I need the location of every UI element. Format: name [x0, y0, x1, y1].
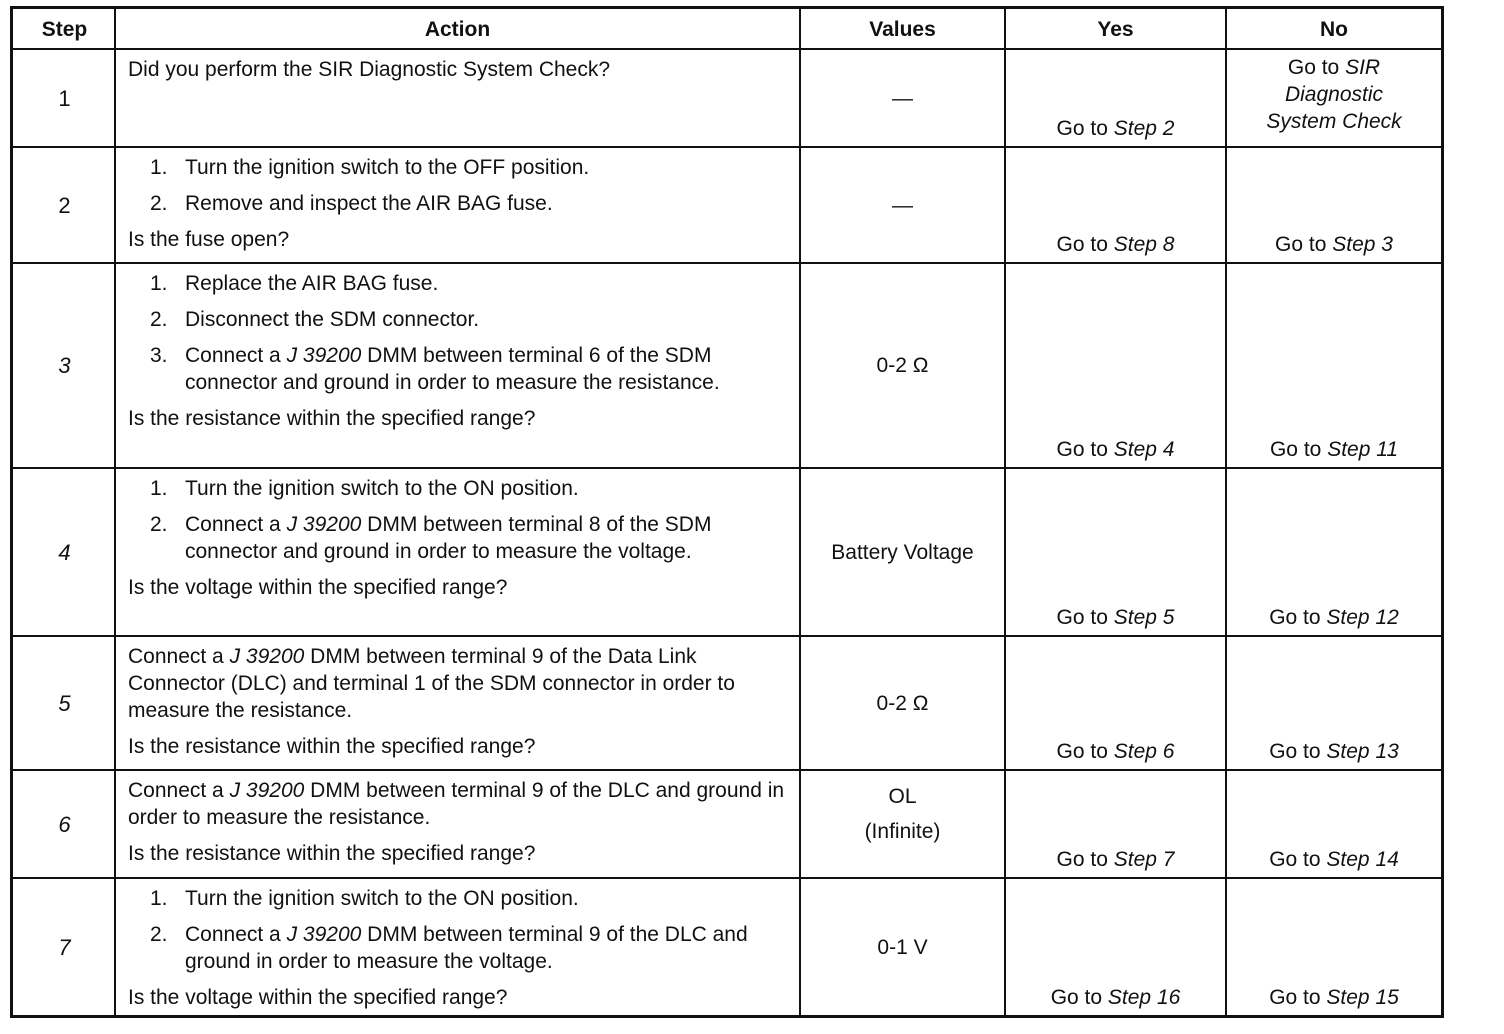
no-cell	[1227, 879, 1441, 1015]
action-steps-list	[128, 475, 789, 565]
no-cell	[1227, 771, 1441, 877]
step-number-cell	[15, 879, 114, 1015]
go-to-target: System Check	[1266, 110, 1402, 133]
step-number: 1	[58, 85, 71, 111]
step-number: 4	[58, 539, 71, 565]
action-cell	[116, 771, 799, 877]
go-to-no-link[interactable]	[1269, 738, 1399, 765]
no-cell	[1227, 637, 1441, 769]
action-question: Is the resistance within the specified range?	[128, 842, 536, 865]
step-number: 6	[58, 811, 71, 837]
action-question: Did you perform the SIR Diagnostic System Check?	[128, 58, 611, 81]
go-to-target: Step 7	[1113, 848, 1175, 871]
go-to-target: Step 15	[1326, 986, 1399, 1009]
step-number-cell	[15, 637, 114, 769]
values-cell	[801, 148, 1004, 262]
action-step-number: 2.	[150, 513, 168, 536]
go-to-target: Step 2	[1113, 117, 1175, 140]
action-step-number: 2.	[150, 192, 168, 215]
go-to-yes-link[interactable]	[1057, 846, 1175, 873]
action-question: Is the voltage within the specified range?	[128, 986, 508, 1009]
go-to-target: Step 16	[1107, 986, 1181, 1009]
header-values	[801, 11, 1004, 48]
action-step	[128, 475, 789, 502]
action-instruction	[128, 777, 789, 831]
yes-cell	[1006, 879, 1225, 1015]
text: DMM between terminal 8 of the SDM connector and ground in order to measure the voltage.	[185, 513, 712, 563]
go-to-target: Step 12	[1326, 606, 1399, 629]
yes-cell	[1006, 469, 1225, 635]
action-steps-list	[128, 154, 789, 217]
values-cell	[801, 771, 1004, 877]
go-to-yes-link[interactable]	[1051, 984, 1181, 1011]
go-to-yes-link[interactable]	[1057, 436, 1175, 463]
go-to-target: Step 5	[1113, 606, 1175, 629]
action-step-text: Remove and inspect the AIR BAG fuse.	[185, 192, 553, 215]
yes-cell	[1006, 771, 1225, 877]
action-step-text: Disconnect the SDM connector.	[185, 308, 480, 331]
step-number: 2	[58, 192, 71, 218]
header-step-label: Step	[41, 18, 88, 41]
no-cell	[1227, 264, 1441, 467]
go-to-target: Step 13	[1326, 740, 1399, 763]
action-step-number: 3.	[150, 344, 168, 367]
go-to-prefix: Go to	[1269, 986, 1321, 1009]
go-to-prefix: Go to	[1269, 438, 1322, 461]
action-step-text: Replace the AIR BAG fuse.	[185, 272, 439, 295]
go-to-no-link[interactable]	[1269, 604, 1399, 631]
step-number-cell	[15, 148, 114, 262]
text: DMM between terminal 9 of the DLC and ground in order to measure the resistance.	[128, 779, 785, 829]
go-to-no-link[interactable]	[1269, 984, 1399, 1011]
action-cell	[116, 264, 799, 467]
action-step-number: 1.	[150, 477, 168, 500]
values-cell	[801, 637, 1004, 769]
action-step	[128, 154, 789, 181]
text: Connect a	[185, 923, 281, 946]
action-question: Is the voltage within the specified range?	[128, 576, 508, 599]
header-action-label: Action	[424, 18, 491, 41]
header-values-label: Values	[869, 18, 936, 41]
action-cell	[116, 879, 799, 1015]
value: —	[892, 193, 913, 217]
no-cell	[1227, 469, 1441, 635]
go-to-no-link[interactable]	[1270, 436, 1398, 463]
value-line: (Infinite)	[864, 820, 941, 843]
value: 0-2 Ω	[876, 691, 929, 715]
diagnostic-table	[10, 6, 1444, 1018]
value: 0-2 Ω	[876, 354, 929, 377]
values-cell	[801, 264, 1004, 467]
header-no-label: No	[1320, 18, 1348, 41]
action-step	[128, 270, 789, 297]
go-to-no-link[interactable]	[1266, 54, 1401, 135]
action-steps-list	[128, 270, 789, 396]
step-number: 3	[58, 353, 71, 378]
action-step-text: Turn the ignition switch to the ON position.	[185, 887, 579, 910]
no-cell	[1227, 50, 1441, 146]
text: DMM between terminal 9 of the Data Link Connector (DLC) and terminal 1 of the SDM connector in order to measure the resistance.	[128, 645, 735, 722]
go-to-prefix: Go to	[1056, 438, 1108, 461]
text: Connect a	[185, 513, 281, 536]
value: 0-1 V	[877, 935, 928, 959]
step-number-cell	[15, 264, 114, 467]
go-to-target: Step 14	[1326, 848, 1399, 871]
go-to-prefix: Go to	[1287, 56, 1340, 79]
action-step-text: Turn the ignition switch to the OFF position.	[185, 156, 590, 179]
go-to-yes-link[interactable]	[1057, 231, 1175, 258]
header-step	[15, 11, 114, 48]
go-to-prefix: Go to	[1056, 606, 1108, 629]
yes-cell	[1006, 50, 1225, 146]
action-step	[128, 306, 789, 333]
go-to-yes-link[interactable]	[1057, 604, 1175, 631]
header-yes	[1006, 11, 1225, 48]
go-to-no-link[interactable]	[1269, 846, 1399, 873]
go-to-prefix: Go to	[1056, 117, 1108, 140]
action-cell	[116, 148, 799, 262]
value: Battery Voltage	[831, 540, 974, 564]
text: Connect a	[185, 344, 281, 367]
action-steps-list	[128, 885, 789, 975]
go-to-yes-link[interactable]	[1057, 115, 1175, 142]
go-to-target: Diagnostic	[1284, 83, 1384, 106]
action-step	[128, 342, 789, 396]
go-to-yes-link[interactable]	[1057, 738, 1175, 765]
tool-reference: J 39200	[229, 779, 305, 802]
action-instruction	[128, 643, 789, 724]
text: Connect a	[128, 779, 224, 802]
action-step-number: 1.	[150, 272, 168, 295]
text: DMM between terminal 9 of the DLC and ground in order to measure the voltage.	[185, 923, 748, 973]
value: —	[892, 86, 913, 110]
tool-reference: J 39200	[286, 513, 362, 536]
step-number: 7	[58, 934, 71, 960]
action-cell	[116, 637, 799, 769]
go-to-target: Step 8	[1113, 233, 1175, 256]
go-to-prefix: Go to	[1056, 848, 1108, 871]
go-to-prefix: Go to	[1050, 986, 1103, 1009]
no-cell	[1227, 148, 1441, 262]
header-yes-label: Yes	[1097, 18, 1134, 41]
step-number-cell	[15, 469, 114, 635]
yes-cell	[1006, 637, 1225, 769]
step-number: 5	[58, 690, 71, 716]
go-to-no-link[interactable]	[1275, 231, 1393, 258]
value-line: OL	[888, 785, 917, 808]
action-step-number: 1.	[150, 156, 168, 179]
header-no	[1227, 11, 1441, 48]
action-step	[128, 190, 789, 217]
action-step	[128, 921, 789, 975]
go-to-prefix: Go to	[1056, 233, 1108, 256]
go-to-prefix: Go to	[1056, 740, 1108, 763]
action-step	[128, 885, 789, 912]
step-number-cell	[15, 771, 114, 877]
action-question: Is the fuse open?	[128, 228, 290, 251]
go-to-target: Step 4	[1113, 438, 1175, 461]
tool-reference: J 39200	[229, 645, 305, 668]
go-to-prefix: Go to	[1275, 233, 1327, 256]
go-to-prefix: Go to	[1269, 606, 1321, 629]
action-step-number: 1.	[150, 887, 168, 910]
go-to-target: Step 6	[1113, 740, 1175, 763]
step-number-cell	[15, 50, 114, 146]
header-action	[116, 11, 799, 48]
text: Connect a	[128, 645, 224, 668]
values-cell	[801, 469, 1004, 635]
go-to-target: Step 3	[1332, 233, 1393, 256]
action-question: Is the resistance within the specified range?	[128, 407, 536, 430]
tool-reference: J 39200	[286, 923, 362, 946]
text: DMM between terminal 6 of the SDM connector and ground in order to measure the resistance.	[185, 344, 720, 394]
action-step-number: 2.	[150, 308, 168, 331]
action-question: Is the resistance within the specified range?	[128, 735, 536, 758]
tool-reference: J 39200	[286, 344, 362, 367]
action-cell	[116, 50, 799, 146]
go-to-target: Step 11	[1327, 438, 1399, 461]
action-step-number: 2.	[150, 923, 168, 946]
values-cell	[801, 879, 1004, 1015]
yes-cell	[1006, 264, 1225, 467]
go-to-prefix: Go to	[1269, 740, 1321, 763]
go-to-target: SIR	[1345, 56, 1381, 79]
go-to-prefix: Go to	[1269, 848, 1321, 871]
action-step	[128, 511, 789, 565]
values-cell	[801, 50, 1004, 146]
yes-cell	[1006, 148, 1225, 262]
action-cell	[116, 469, 799, 635]
action-step-text: Turn the ignition switch to the ON position.	[185, 477, 579, 500]
